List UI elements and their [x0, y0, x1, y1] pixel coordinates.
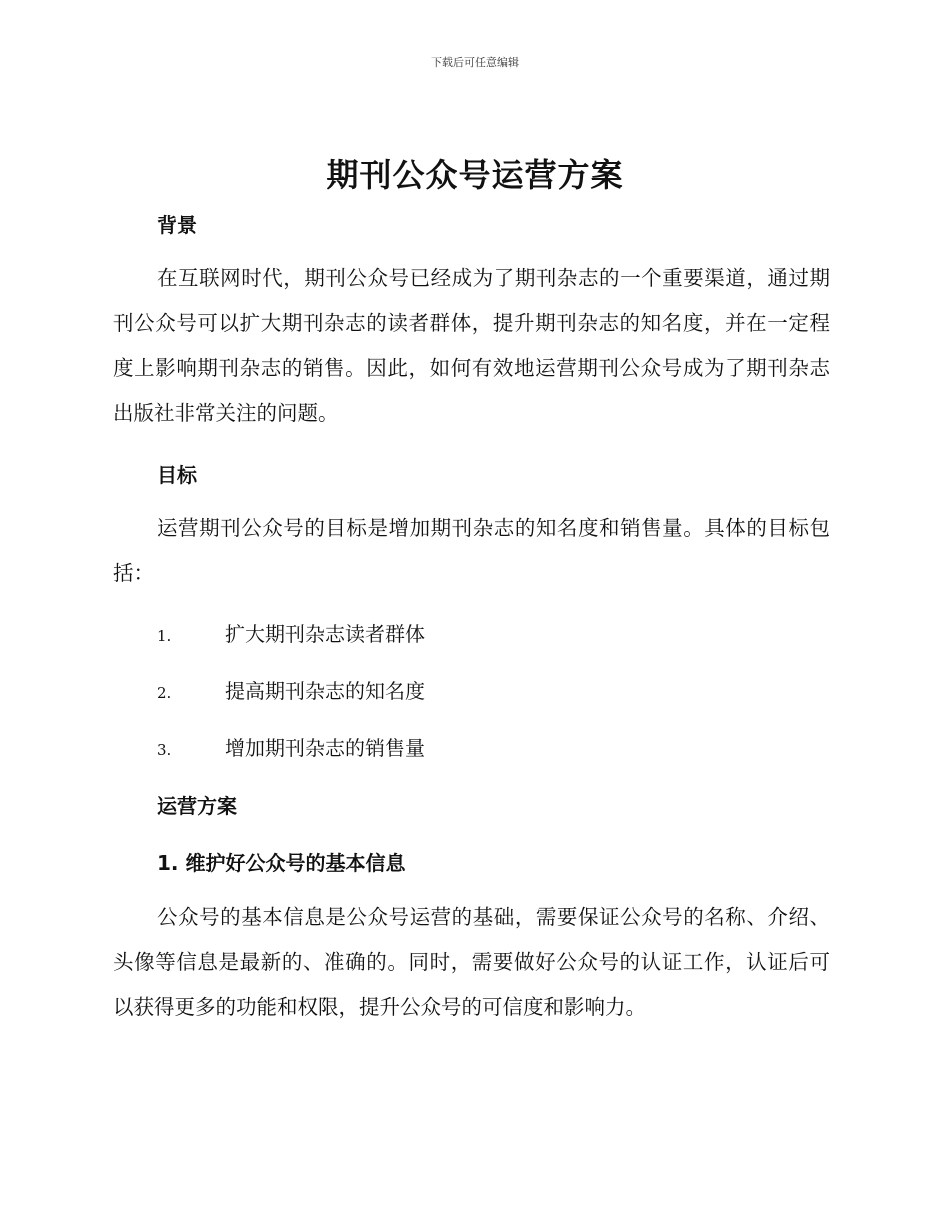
list-item-text: 增加期刊杂志的销售量	[225, 736, 425, 760]
page-header-note: 下载后可任意编辑	[431, 56, 519, 69]
section-heading-background: 背景	[157, 213, 197, 237]
goals-paragraph: 运营期刊公众号的目标是增加期刊杂志的知名度和销售量。具体的目标包括：	[113, 516, 830, 585]
list-number: 1.	[157, 627, 172, 645]
document-title: 期刊公众号运营方案	[326, 156, 624, 194]
list-number: 2.	[157, 684, 172, 702]
goal-list-item	[157, 732, 425, 761]
list-number: 3.	[157, 741, 172, 759]
goal-list-item	[157, 618, 425, 647]
basic-info-paragraph: 公众号的基本信息是公众号运营的基础，需要保证公众号的名称、介绍、头像等信息是最新的、准确的。同时，需要做好公众号的认证工作，认证后可以获得更多的功能和权限，提升公众号的可信度和影响力。	[113, 905, 830, 1019]
background-paragraph: 在互联网时代，期刊公众号已经成为了期刊杂志的一个重要渠道，通过期刊公众号可以扩大期刊杂志的读者群体，提升期刊杂志的知名度，并在一定程度上影响期刊杂志的销售。因此，如何有效地运营期刊公众号成为了期刊杂志出版社非常关注的问题。	[113, 266, 830, 425]
list-item-text: 提高期刊杂志的知名度	[225, 679, 425, 703]
section-heading-goals: 目标	[157, 463, 197, 487]
goal-list-item	[157, 675, 425, 704]
subsection-heading-basic-info: 1. 维护好公众号的基本信息	[157, 851, 406, 875]
list-item-text: 扩大期刊杂志读者群体	[225, 622, 425, 646]
section-heading-plan: 运营方案	[157, 794, 237, 818]
